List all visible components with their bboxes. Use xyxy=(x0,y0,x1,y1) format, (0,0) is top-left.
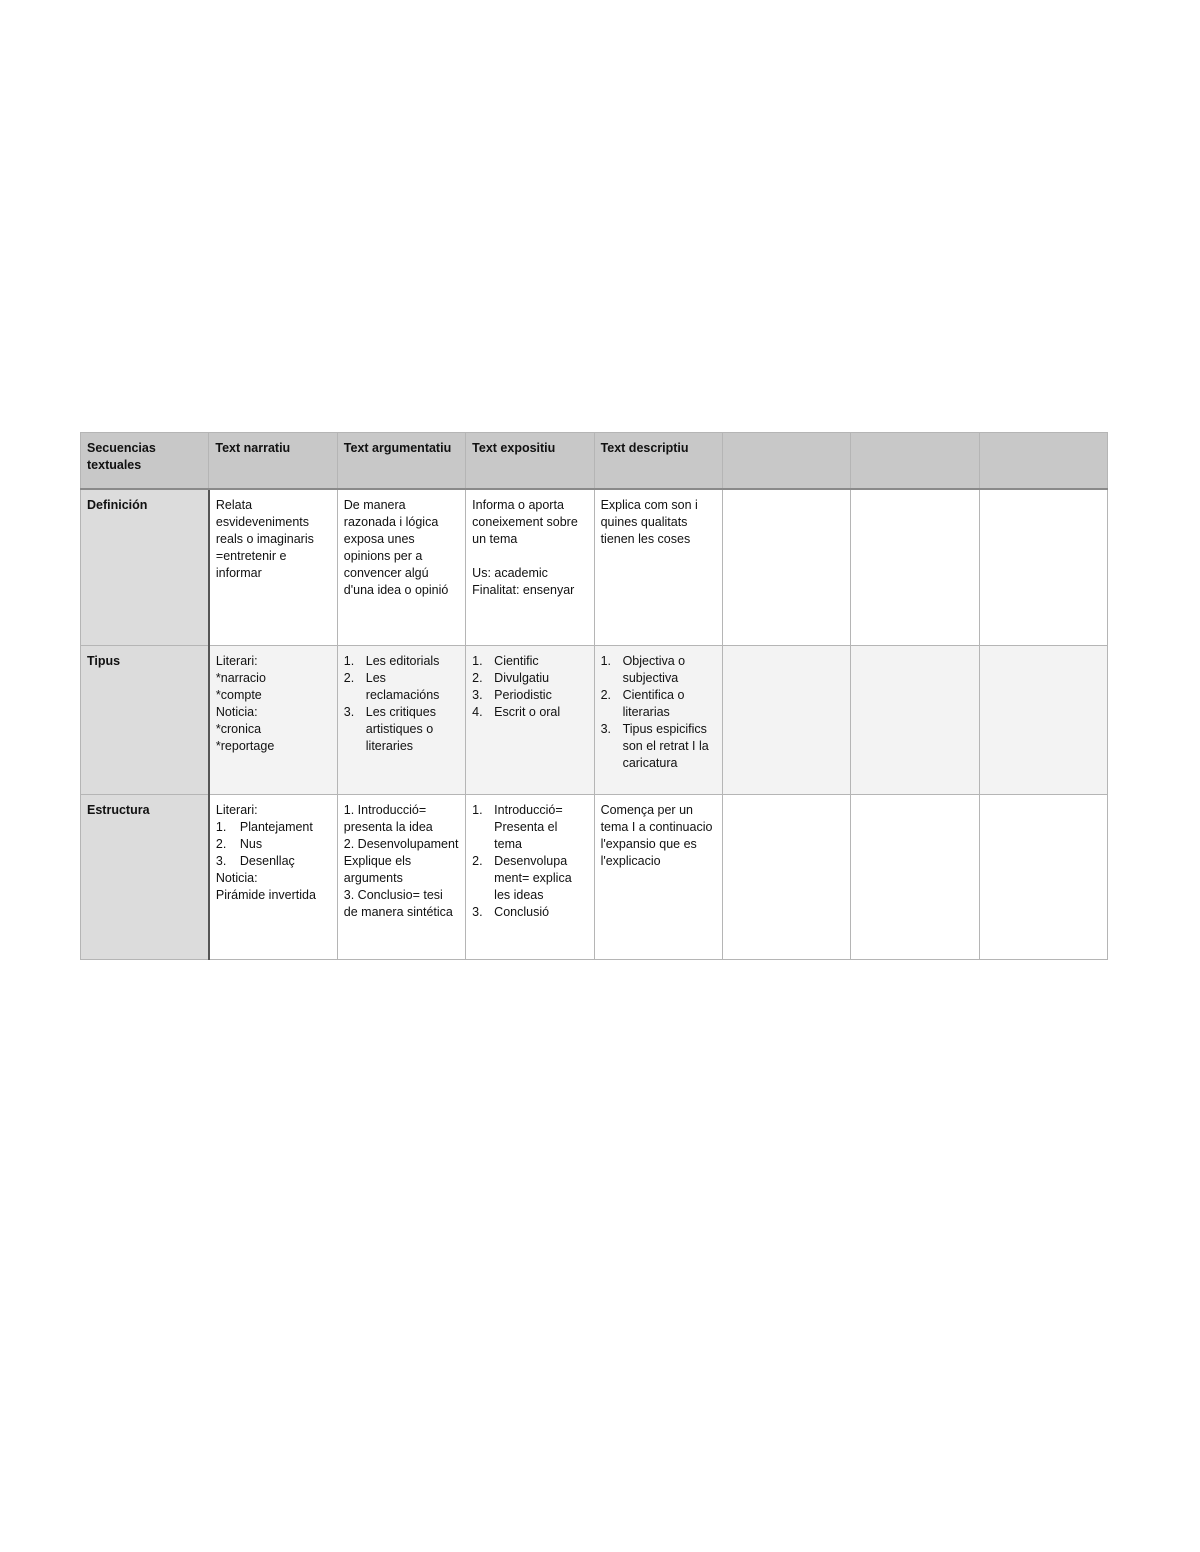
list-item xyxy=(472,653,587,670)
header-cell: Text descriptiu xyxy=(594,433,722,490)
list-item xyxy=(472,802,587,853)
table-cell xyxy=(466,795,594,960)
list-item xyxy=(344,704,459,755)
cell-line: *reportage xyxy=(215,739,275,753)
list-text: Cientific xyxy=(494,654,539,668)
cell-paragraph: 1. Introducció= presenta la idea xyxy=(343,803,433,834)
cell-paragraph: 2. Desenvolupament Explique els arguments xyxy=(343,837,459,885)
header-cell xyxy=(722,433,850,490)
header-cell: Text expositiu xyxy=(466,433,594,490)
list-number: 4. xyxy=(472,705,483,719)
row-header: Definición xyxy=(81,489,209,646)
list-number: 3. xyxy=(472,905,483,919)
list-text: Les reclamacións xyxy=(365,671,440,702)
list-text: Escrit o oral xyxy=(494,705,561,719)
list-number: 2. xyxy=(343,671,355,685)
cell-line: *cronica xyxy=(215,722,262,736)
list-number: 3. xyxy=(343,705,355,719)
cell-line: Literari: xyxy=(215,654,258,668)
header-cell xyxy=(979,433,1107,490)
list-number: 3. xyxy=(472,688,483,702)
table-cell xyxy=(851,489,979,646)
table-cell: De manera razonada i lógica exposa unes opinions per a convencer algú d'una idea o opinió xyxy=(337,489,465,646)
row-header: Tipus xyxy=(81,646,209,795)
table-cell xyxy=(722,646,850,795)
header-cell: Secuencias textuales xyxy=(81,433,209,490)
cell-line: Noticia: xyxy=(215,705,258,719)
list-number: 1. xyxy=(215,820,227,834)
table-cell xyxy=(337,646,465,795)
table-row xyxy=(81,489,1108,646)
numbered-list xyxy=(472,653,587,721)
cell-paragraph: Finalitat: ensenyar xyxy=(472,583,575,597)
list-item xyxy=(601,721,716,772)
list-text: Plantejament xyxy=(239,820,313,834)
header-cell: Text argumentatiu xyxy=(337,433,465,490)
list-text: Divulgatiu xyxy=(494,671,550,685)
table-cell xyxy=(979,795,1107,960)
list-item xyxy=(472,853,587,904)
cell-paragraph: Informa o aporta coneixement sobre un tema xyxy=(472,498,578,546)
row-header: Estructura xyxy=(81,795,209,960)
table-cell xyxy=(979,489,1107,646)
list-text: Les editorials xyxy=(365,654,440,668)
list-item xyxy=(472,704,587,721)
list-item xyxy=(344,653,459,670)
table-header-row xyxy=(81,433,1108,490)
list-number: 1. xyxy=(472,654,483,668)
numbered-list xyxy=(472,802,587,921)
table-cell: Relata esvideveniments reals o imaginaris =entretenir e informar xyxy=(209,489,337,646)
table-cell xyxy=(466,489,594,646)
table-cell xyxy=(979,646,1107,795)
table-row xyxy=(81,646,1108,795)
list-item xyxy=(601,653,716,687)
table-cell: Explica com son i quines qualitats tienen les coses xyxy=(594,489,722,646)
table-cell xyxy=(337,795,465,960)
list-text: Conclusió xyxy=(494,905,550,919)
list-number: 2. xyxy=(472,854,483,868)
table-cell: Comença per un tema I a continuacio l'expansio que es l'explicacio xyxy=(594,795,722,960)
table-cell xyxy=(722,489,850,646)
list-text: Cientifica o literarias xyxy=(622,688,685,719)
list-text: Periodistic xyxy=(494,688,552,702)
cell-line: *narracio xyxy=(215,671,266,685)
list-text: Tipus espicifics son el retrat I la caricatura xyxy=(622,722,709,770)
header-cell xyxy=(851,433,979,490)
list-item xyxy=(472,904,587,921)
list-text: Nus xyxy=(239,837,263,851)
cell-line: Noticia: xyxy=(215,871,258,885)
table-cell xyxy=(722,795,850,960)
table-row xyxy=(81,795,1108,960)
list-text: Introducció= Presenta el tema xyxy=(494,803,563,851)
list-item xyxy=(344,670,459,704)
list-item xyxy=(601,687,716,721)
list-text: Les critiques artistiques o literaries xyxy=(365,705,436,753)
list-number: 3. xyxy=(600,722,611,736)
list-number: 2. xyxy=(215,837,227,851)
list-number: 2. xyxy=(472,671,483,685)
list-item xyxy=(472,687,587,704)
cell-line: *compte xyxy=(215,688,262,702)
list-item xyxy=(216,836,331,853)
numbered-list xyxy=(601,653,716,772)
numbered-list xyxy=(344,653,459,755)
sequences-table xyxy=(80,432,1108,960)
list-text: Desenllaç xyxy=(239,854,295,868)
list-item xyxy=(472,670,587,687)
table-cell xyxy=(209,795,337,960)
table-cell xyxy=(209,646,337,795)
list-number: 1. xyxy=(343,654,355,668)
list-number: 1. xyxy=(472,803,483,817)
cell-paragraph: 3. Conclusio= tesi de manera sintética xyxy=(343,888,453,919)
list-number: 3. xyxy=(215,854,227,868)
header-cell: Text narratiu xyxy=(209,433,337,490)
list-number: 1. xyxy=(600,654,611,668)
table-cell xyxy=(851,795,979,960)
table-cell xyxy=(594,646,722,795)
table-cell xyxy=(466,646,594,795)
table-cell xyxy=(851,646,979,795)
list-item xyxy=(216,819,331,836)
list-number: 2. xyxy=(600,688,611,702)
list-item xyxy=(216,853,331,870)
cell-line: Literari: xyxy=(215,803,258,817)
cell-paragraph: Us: academic xyxy=(472,566,548,580)
list-text: Objectiva o subjectiva xyxy=(622,654,686,685)
cell-line: Pirámide invertida xyxy=(215,888,316,902)
numbered-list xyxy=(216,819,331,870)
list-text: Desenvolupa ment= explica les ideas xyxy=(494,854,572,902)
